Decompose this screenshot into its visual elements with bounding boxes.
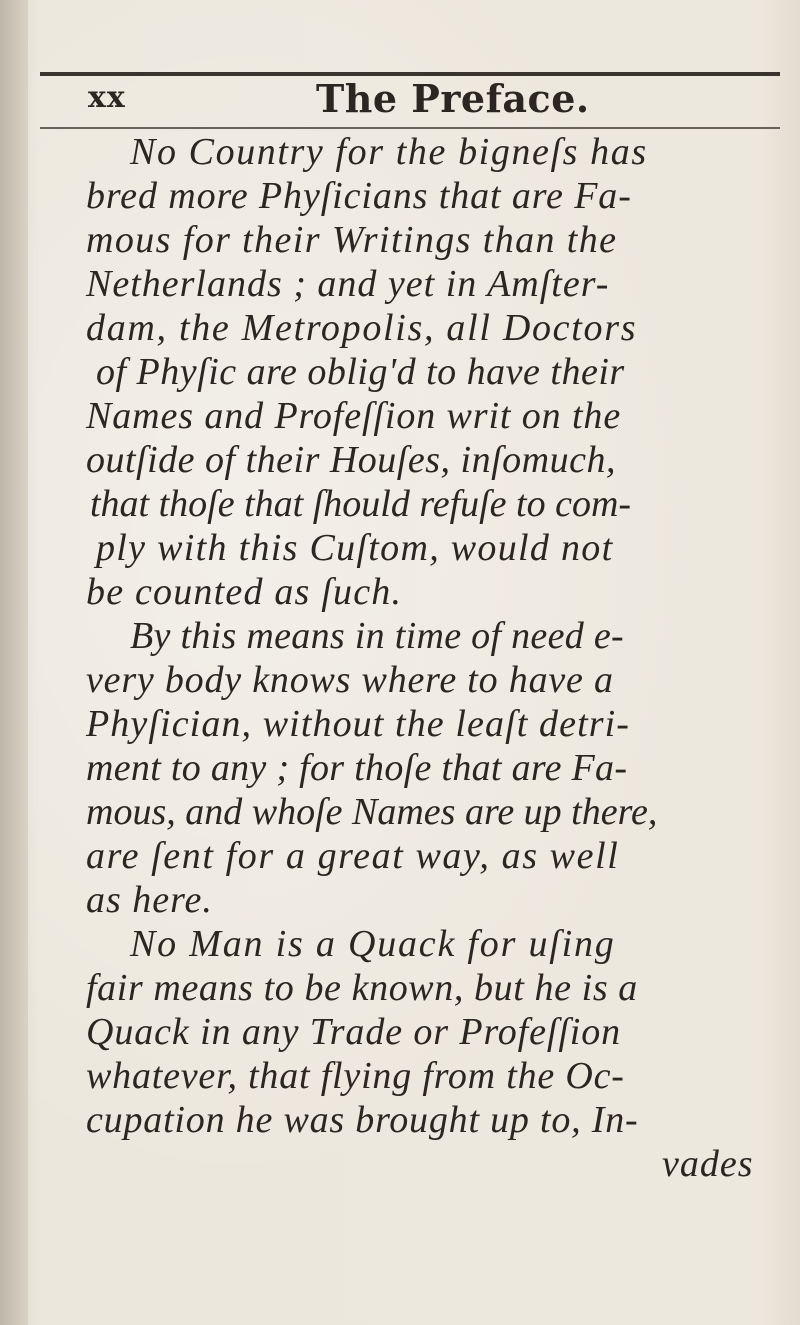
text-line: Netherlands ; and yet in Amſter- bbox=[86, 263, 610, 305]
text-line: as here. bbox=[86, 879, 213, 921]
text-line: bred more Phyſicians that are Fa- bbox=[86, 175, 632, 217]
text-line: Quack in any Trade or Profeſſion bbox=[86, 1011, 622, 1053]
text-line: No Man is a Quack for uſing bbox=[130, 923, 616, 965]
text-line: mous for their Writings than the bbox=[86, 219, 618, 261]
text-line: cupation he was brought up to, In- bbox=[86, 1099, 639, 1141]
page-number: xx bbox=[88, 80, 126, 115]
text-line: dam, the Metropolis, all Doctors bbox=[86, 307, 638, 349]
text-line: that thoſe that ſhould refuſe to com- bbox=[90, 483, 632, 525]
page-gutter-shadow bbox=[0, 0, 28, 1325]
text-line: ply with this Cuſtom, would not bbox=[96, 527, 614, 569]
text-line: fair means to be known, but he is a bbox=[86, 967, 638, 1009]
text-line: By this means in time of need e- bbox=[130, 615, 624, 657]
text-line: Names and Profeſſion writ on the bbox=[86, 395, 622, 437]
text-line: outſide of their Houſes, inſomuch, bbox=[86, 439, 616, 481]
text-line: are ſent for a great way, as well bbox=[86, 835, 620, 877]
text-line: be counted as ſuch. bbox=[86, 571, 403, 613]
text-line: of Phyſic are oblig'd to have their bbox=[96, 351, 625, 393]
text-line: mous, and whoſe Names are up there, bbox=[86, 791, 658, 833]
catchword: vades bbox=[662, 1143, 754, 1185]
text-line: No Country for the bigneſs has bbox=[130, 131, 648, 173]
running-head bbox=[0, 76, 800, 126]
text-line: ment to any ; for thoſe that are Fa- bbox=[86, 747, 628, 789]
text-line: Phyſician, without the leaſt detri- bbox=[86, 703, 631, 745]
text-line: very body knows where to have a bbox=[86, 659, 614, 701]
text-line: whatever, that flying from the Oc- bbox=[86, 1055, 625, 1097]
running-title: The Preface. bbox=[316, 76, 590, 121]
header-rule-bottom bbox=[40, 127, 780, 129]
